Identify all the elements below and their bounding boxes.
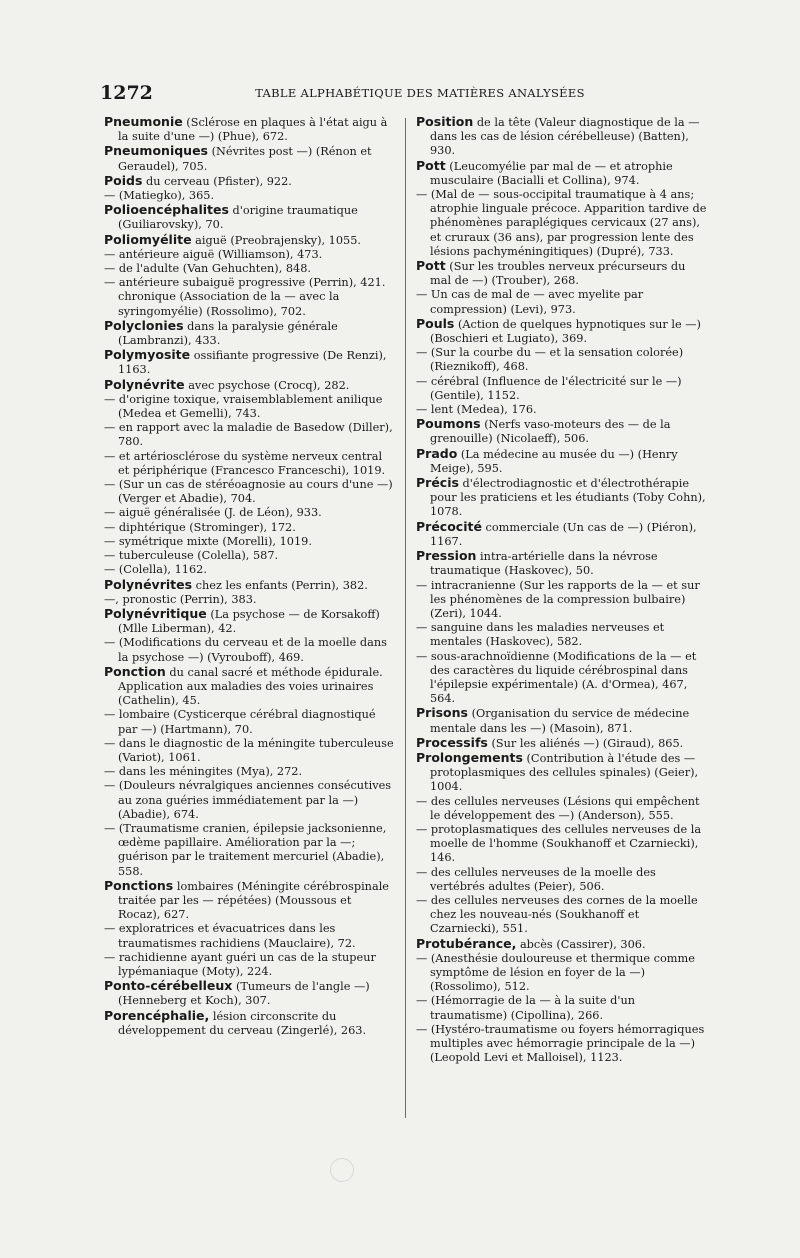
entry-headword: Pneumonie [104,114,183,129]
entry-headword: Pneumoniques [104,143,208,159]
index-entry [416,736,708,751]
entry-headword: Pott [416,157,446,173]
index-subentry: — en rapport avec la maladie de Basedow (Diller), 780. [104,421,393,449]
index-subentry: — (Hystéro-traumatisme ou foyers hémorragiques multiples avec hémorragie principale de la —) (Leopold Levi et Malloisel), 1123. [416,1022,705,1065]
index-entry [416,520,708,549]
index-entry [104,319,396,348]
entry-text: d'origine traumatique (Guiliarovsky), 70. [118,204,358,232]
entry-text: d'électrodiagnostic et d'électrothérapie pour les praticiens et les étudiants (Toby Cohn), 1078. [430,477,706,519]
index-subentry: — lombaire (Cysticerque cérébral diagnostiqué par —) (Hartmann), 70. [104,708,376,736]
index-entry [104,348,396,377]
index-entry [104,203,396,232]
entry-text: lésion circonscrite du développement du cerveau (Zingerlé), 263. [118,1009,367,1037]
index-entry [104,607,396,636]
entry-text: du canal sacré et méthode épidurale. Application aux maladies des voies urinaires (Cathelin), 45. [118,665,383,708]
entry-headword: Porencéphalie, [104,1007,210,1023]
index-entry [104,1009,396,1038]
index-entry [416,447,708,476]
index-entry [104,665,396,709]
page-header [100,82,740,102]
index-subentry: — intracranienne (Sur les rapports de la — et sur les phénomènes de la compression bulbaire) (Zeri), 1044. [416,578,700,620]
entry-headword: Polynévrites [104,576,193,592]
entry-text: aiguë (Preobrajensky), 1055. [191,233,361,247]
index-subentry: —, pronostic (Perrin), 383. [104,592,257,606]
entry-headword: Prado [416,445,458,461]
entry-text: (Leucomyélie par mal de — et atrophie musculaire (Bacialli et Collina), 974. [430,159,673,187]
index-subentry: — dans le diagnostic de la méningite tuberculeuse (Variot), 1061. [104,736,394,764]
index-entry [416,317,708,346]
index-subentry: — aiguë généralisée (J. de Léon), 933. [104,506,322,520]
entry-text: ossifiante progressive (De Renzi), 1163. [118,349,387,377]
index-subentry: — symétrique mixte (Morelli), 1019. [104,534,312,548]
index-entry [416,259,708,288]
entry-headword: Polioencéphalites [104,202,229,218]
entry-text: (Organisation du service de médecine mentale dans les —) (Masoin), 871. [430,707,690,735]
entry-text: (Action de quelques hypnotiques sur le —) (Boschieri et Lugiato), 369. [430,317,701,346]
entry-text: commerciale (Un cas de —) (Piéron), 1167. [430,520,697,548]
index-subentry: — de l'adulte (Van Gehuchten), 848. [104,262,312,276]
entry-text: (Sur les troubles nerveux précurseurs du mal de —) (Trouber), 268. [430,260,686,288]
entry-headword: Position [416,114,474,129]
index-subentry: — et artériosclérose du système nerveux central et périphérique (Francesco Franceschi), 1019. [104,449,386,477]
entry-headword: Poumons [416,416,481,432]
entry-text: (Tumeurs de l'angle —) (Henneberg et Koch), 307. [118,980,370,1008]
entry-headword: Pott [416,258,446,274]
entry-text: de la tête (Valeur diagnostique de la — dans les cas de lésion cérébelleuse) (Batten), 930. [430,116,700,158]
entry-headword: Poids [104,172,143,188]
entry-text: intra-artérielle dans la névrose traumatique (Haskovec), 50. [430,550,658,578]
entry-headword: Ponctions [104,877,174,893]
index-entry [104,174,396,189]
index-subentry: — sanguine dans les maladies nerveuses et mentales (Haskovec), 582. [416,621,665,649]
index-subentry: — protoplasmatiques des cellules nerveuses de la moelle de l'homme (Soukhanoff et Czarniecki), 146. [416,822,702,865]
index-entry [416,706,708,735]
entry-headword: Polynévritique [104,605,207,621]
index-subentry: — d'origine toxique, vraisemblablement anilique (Medea et Gemelli), 743. [104,392,383,421]
index-subentry: — (Matiegko), 365. [104,189,215,203]
entry-headword: Poliomyélite [104,231,192,247]
index-entry [104,879,396,923]
entry-headword: Pouls [416,315,455,331]
index-subentry: chronique (Association de la — avec la syringomyélie) (Rossolimo), 702. [118,290,340,318]
entry-headword: Protubérance, [416,935,517,951]
index-entry [416,115,708,159]
index-entry [104,115,396,144]
entry-headword: Prisons [416,705,468,721]
index-subentry: — cérébral (Influence de l'électricité sur le —) (Gentile), 1152. [416,374,682,402]
entry-headword: Pression [416,548,477,564]
index-entry [104,144,396,173]
index-entry [416,549,708,578]
entry-text: (Nerfs vaso-moteurs des — de la grenouille) (Nicolaeff), 506. [430,418,671,446]
index-subentry: — (Colella), 1162. [104,563,207,577]
index-subentry: — des cellules nerveuses (Lésions qui empêchent le développement des —) (Anderson), 555. [416,794,700,822]
entry-headword: Précocité [416,518,482,534]
index-subentry: — rachidienne ayant guéri un cas de la stupeur lypémaniaque (Moty), 224. [104,950,376,978]
entry-text: (Sclérose en plaques à l'état aigu à la suite d'une —) (Phue), 672. [118,116,388,144]
entry-text: abcès (Cassirer), 306. [516,937,646,951]
index-subentry: — (Hémorragie de la — à la suite d'un traumatisme) (Cipollina), 266. [416,994,635,1022]
index-entry [104,578,396,593]
index-subentry: — antérieure subaiguë progressive (Perrin), 421. [104,276,386,290]
entry-headword: Ponto-cérébelleux [104,978,233,994]
entry-headword: Prolongements [416,749,523,765]
index-entry [416,751,708,795]
index-subentry: — tuberculeuse (Colella), 587. [104,549,279,563]
paper-stain [330,1158,354,1182]
page-number: 1272 [100,82,153,104]
entry-text: (Névrites post —) (Rénon et Geraudel), 705. [118,145,372,173]
index-column-right [416,115,708,1065]
index-subentry: — antérieure aiguë (Williamson), 473. [104,247,323,261]
index-subentry: — (Mal de — sous-occipital traumatique à 4 ans; atrophie linguale précoce. Apparition tardive de phénomènes paraplégiques cervicaux (27 ans), et cruraux (36 ans), par progression lente des lésions pachyméningitiques) (Dupré), 733. [416,188,707,258]
entry-text: (Contribution à l'étude des — protoplasmiques des cellules spinales) (Geier), 1004. [430,751,699,794]
index-entry [104,979,396,1008]
index-subentry: — (Modifications du cerveau et de la moelle dans la psychose —) (Vyrouboff), 469. [104,636,387,664]
entry-text: (La psychose — de Korsakoff) (Mlle Liberman), 42. [118,607,380,636]
entry-text: lombaires (Méningite cérébrospinale traitée par les — répétées) (Moussous et Rocaz), 627. [118,879,389,922]
index-entry [416,159,708,188]
index-subentry: — (Sur la courbe du — et la sensation colorée) (Rieznikoff), 468. [416,346,684,374]
index-subentry: — lent (Medea), 176. [416,403,537,417]
index-subentry: — dans les méningites (Mya), 272. [104,765,303,779]
index-entry [416,937,708,952]
index-subentry: — des cellules nerveuses des cornes de la moelle chez les nouveau-nés (Soukhanoff et Czarniecki), 551. [416,893,698,936]
index-subentry: — (Traumatisme cranien, épilepsie jacksonienne, œdème papillaire. Amélioration par la —; guérison par le traitement mercuriel (Abadie), 558. [104,821,387,878]
index-entry [104,233,396,248]
entry-text: (Sur les aliénés —) (Giraud), 865. [487,736,684,750]
entry-text: chez les enfants (Perrin), 382. [192,578,368,592]
index-entry [416,476,708,520]
entry-headword: Polynévrite [104,376,185,392]
entry-headword: Précis [416,475,459,491]
index-subentry: — (Sur un cas de stéréoagnosie au cours d'une —) (Verger et Abadie), 704. [104,478,393,506]
column-divider [405,118,406,1118]
index-subentry: — diphtérique (Strominger), 172. [104,520,296,534]
index-column-left [104,115,396,1038]
running-title: TABLE ALPHABÉTIQUE DES MATIÈRES ANALYSÉES [255,86,585,100]
entry-text: dans la paralysie générale (Lambranzi), 433. [118,319,338,348]
index-entry [104,378,396,393]
index-subentry: — exploratrices et évacuatrices dans les traumatismes rachidiens (Mauclaire), 72. [104,922,356,950]
entry-text: avec psychose (Crocq), 282. [184,378,350,392]
index-subentry: — (Douleurs névralgiques anciennes consécutives au zona guéries immédiatement par la —) (Abadie), 674. [104,779,392,821]
entry-text: (La médecine au musée du —) (Henry Meige), 595. [430,447,678,475]
entry-headword: Ponction [104,663,166,679]
index-subentry: — Un cas de mal de — avec myelite par compression) (Levi), 973. [416,288,644,316]
entry-headword: Polymyosite [104,347,191,363]
index-entry [416,417,708,446]
entry-headword: Processifs [416,734,488,750]
entry-text: du cerveau (Pfister), 922. [142,174,292,188]
index-subentry: — (Anesthésie douloureuse et thermique comme symptôme de lésion en foyer de la —) (Rossolimo), 512. [416,951,695,994]
entry-headword: Polyclonies [104,317,184,333]
index-subentry: — sous-arachnoïdienne (Modifications de la — et des caractères du liquide cérébrospinal dans l'épilepsie expérimentale) (A. d'Ormea), 467, 564. [416,649,697,706]
index-subentry: — des cellules nerveuses de la moelle des vertébrés adultes (Peier), 506. [416,865,656,893]
